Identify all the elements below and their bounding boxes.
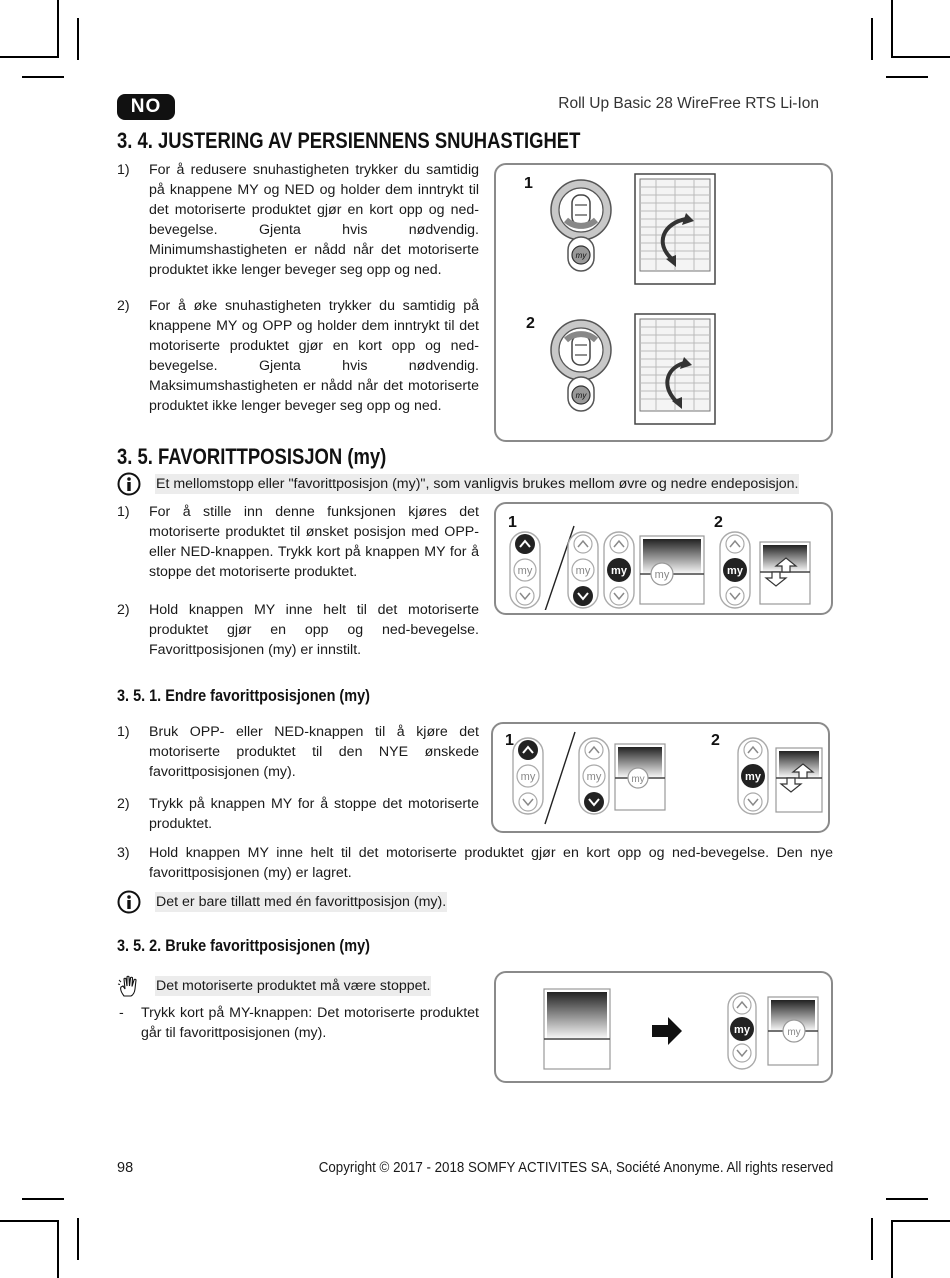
list-item-text: Hold knappen MY inne helt til det motoriserte produktet gjør en kort opp og ned-bevegelse. Den nye favorittposisjonen (my) er lagret. — [149, 845, 833, 881]
section-3-4-title: 3. 4. JUSTERING AV PERSIENNENS SNUHASTIGHET — [117, 128, 581, 153]
crop-mark — [0, 56, 58, 58]
info-note-text: Det er bare tillatt med én favorittposisjon (my). — [156, 894, 447, 910]
hand-stop-icon — [117, 974, 141, 998]
svg-text:my: my — [787, 1027, 801, 1038]
svg-text:my: my — [734, 1024, 750, 1036]
crop-mark — [0, 1220, 58, 1222]
figure-panel-use-favourite — [494, 971, 833, 1083]
list-item-text: Trykk kort på MY-knappen: Det motoriserte produktet går til favorittposisjonen (my). — [141, 1005, 479, 1041]
svg-text:my: my — [575, 391, 587, 400]
list-item-number: 1) — [117, 724, 130, 740]
list-item-text: Hold knappen MY inne helt til det motoriserte produktet gjør en opp og ned-bevegelse. Favorittposisjonen (my) er innstilt. — [149, 602, 479, 658]
svg-text:my: my — [517, 565, 533, 577]
list-item-text: For å stille inn denne funksjonen kjøres det motoriserte produktet til ønsket posisjon med OPP- eller NED-knappen. Trykk kort på knappen MY for å stoppe det motoriserte produktet. — [149, 504, 479, 580]
crop-mark — [892, 56, 950, 58]
crop-mark — [77, 1218, 79, 1260]
copyright: Copyright © 2017 - 2018 SOMFY ACTIVITES SA, Société Anonyme. All rights reserved — [318, 1160, 833, 1176]
figure-panel-speed — [494, 163, 833, 442]
figure-panel-change-favourite — [491, 722, 830, 833]
figure-panel-favourite — [494, 502, 833, 615]
svg-text:my: my — [745, 771, 761, 783]
page-number: 98 — [117, 1160, 134, 1176]
list-item-number: 2) — [117, 602, 130, 618]
crop-mark — [886, 76, 928, 78]
svg-text:my: my — [631, 774, 645, 785]
crop-mark — [22, 76, 64, 78]
info-note-text: Et mellomstopp eller "favorittposisjon (my)", som vanligvis brukes mellom øvre og nedre endeposisjon. — [156, 476, 799, 492]
list-item-number: 3) — [117, 845, 130, 861]
figure-step-number: 2 — [711, 732, 720, 749]
svg-text:my: my — [575, 251, 587, 260]
list-item-text: Trykk på knappen MY for å stoppe det motoriserte produktet. — [149, 796, 479, 832]
arrow-right-icon — [652, 1017, 682, 1045]
figure-step-number: 1 — [508, 514, 517, 531]
remote-sequence-illustration — [501, 728, 823, 828]
section-3-5-1-title: 3. 5. 1. Endre favorittposisjonen (my) — [117, 686, 370, 705]
crop-mark — [891, 1220, 893, 1278]
crop-mark — [891, 0, 893, 58]
figure-step-number: 1 — [505, 732, 514, 749]
blind-illustration — [634, 313, 716, 425]
figure-step-number: 1 — [524, 175, 533, 192]
figure-step-number: 2 — [526, 315, 535, 332]
list-item-number: 1) — [117, 162, 130, 178]
section-3-5-title: 3. 5. FAVORITTPOSISJON (my) — [117, 444, 387, 469]
crop-mark — [57, 1220, 59, 1278]
favourite-position-illustration — [536, 983, 826, 1075]
svg-text:my: my — [654, 569, 670, 581]
svg-text:my: my — [575, 565, 591, 577]
svg-text:my: my — [520, 771, 536, 783]
crop-mark — [22, 1198, 64, 1200]
figure-step-number: 2 — [714, 514, 723, 531]
remote-sequence-illustration — [504, 512, 826, 610]
remote-control-icon — [546, 315, 616, 415]
blind-illustration — [634, 173, 716, 285]
crop-mark — [886, 1198, 928, 1200]
crop-mark — [871, 18, 873, 60]
section-3-5-2-title: 3. 5. 2. Bruke favorittposisjonen (my) — [117, 936, 370, 955]
svg-text:my: my — [727, 565, 743, 577]
language-badge: NO — [117, 94, 175, 120]
list-item-text: For å redusere snuhastigheten trykker du samtidig på knappene MY og NED og holder dem inntrykt til det motoriserte produktet gjør en kort opp og ned-bevegelse. Gjenta hvis nødvendig. Minimumshastigheten er nådd når det motoriserte produktet ikke lenger beveger seg opp og ned. — [149, 162, 479, 278]
info-circle-icon — [117, 890, 141, 914]
list-item-number: 1) — [117, 504, 130, 520]
crop-mark — [77, 18, 79, 60]
product-title: Roll Up Basic 28 WireFree RTS Li-Ion — [558, 95, 819, 112]
info-circle-icon — [117, 472, 141, 496]
svg-text:my: my — [586, 771, 602, 783]
list-item-text: Bruk OPP- eller NED-knappen til å kjøre det motoriserte produktet til den NYE ønskede favorittposisjonen (my). — [149, 724, 479, 780]
list-item-bullet: - — [119, 1005, 124, 1021]
crop-mark — [57, 0, 59, 58]
svg-text:my: my — [611, 565, 627, 577]
crop-mark — [871, 1218, 873, 1260]
list-item-number: 2) — [117, 298, 130, 314]
crop-mark — [892, 1220, 950, 1222]
list-item-number: 2) — [117, 796, 130, 812]
remote-control-icon — [546, 175, 616, 275]
warning-note-text: Det motoriserte produktet må være stoppet. — [156, 978, 431, 994]
list-item-text: For å øke snuhastigheten trykker du samtidig på knappene MY og OPP og holder dem inntrykt til det motoriserte produktet gjør en kort opp og ned-bevegelse. Gjenta hvis nødvendig. Maksimumshastigheten er nådd når det motoriserte produktet ikke lenger beveger seg opp og ned. — [149, 298, 479, 414]
